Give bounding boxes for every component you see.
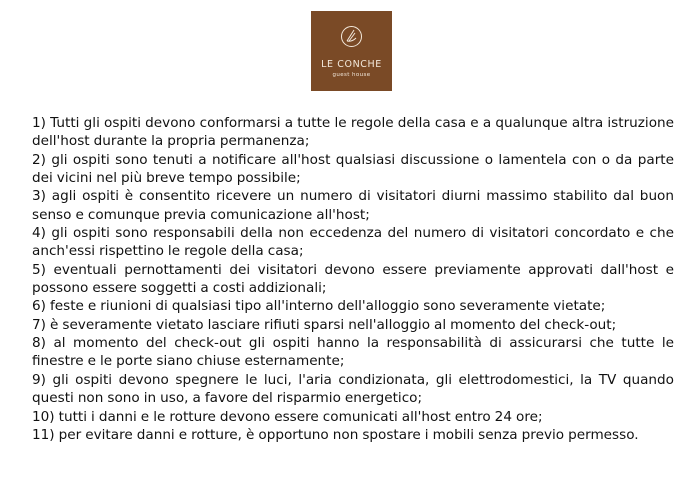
rule-10: 10) tutti i danni e le rotture devono essere comunicati all'host entro 24 ore; <box>32 408 543 425</box>
rule-1: 1) Tutti gli ospiti devono conformarsi a tutte le regole della casa e a qualunque altra istruzione dell'host durante la propria permanenza; <box>32 115 674 150</box>
rule-6: 6) feste e riunioni di qualsiasi tipo all'interno dell'alloggio sono severamente vietate; <box>32 298 606 315</box>
logo-subtitle: guest house <box>332 72 371 78</box>
rule-9: 9) gli ospiti devono spegnere le luci, l'aria condizionata, gli elettrodomestici, la TV quando questi non sono in uso, a favore del risparmio energetico; <box>32 371 674 407</box>
rule-7: 7) è severamente vietato lasciare rifiuti sparsi nell'alloggio al momento del check-out; <box>32 316 617 333</box>
rule-5: 5) eventuali pernottamenti dei visitatori devono essere previamente approvati dall'host e possono essere soggetti a costi addizionali; <box>32 261 674 297</box>
logo <box>311 11 392 91</box>
rule-2: 2) gli ospiti sono tenuti a notificare all'host qualsiasi discussione o lamentela con o da parte dei vicini nel più breve tempo possibile; <box>32 151 674 187</box>
rule-3: 3) agli ospiti è consentito ricevere un numero di visitatori diurni massimo stabilito dal buon senso e comunque previa comunicazione all'host; <box>32 188 674 223</box>
rule-11: 11) per evitare danni e rotture, è opportuno non spostare i mobili senza previo permesso. <box>32 426 639 443</box>
logo-name: LE CONCHE <box>321 59 382 70</box>
rule-4: 4) gli ospiti sono responsabili della non eccedenza del numero di visitatori concordato e che anch'essi rispettino le regole della casa; <box>32 225 674 260</box>
rule-8: 8) al momento del check-out gli ospiti hanno la responsabilità di assicurarsi che tutte le finestre e le porte siano chiuse esternamente; <box>32 335 674 370</box>
shell-circle-icon <box>340 25 363 48</box>
house-rules-list <box>32 114 674 444</box>
